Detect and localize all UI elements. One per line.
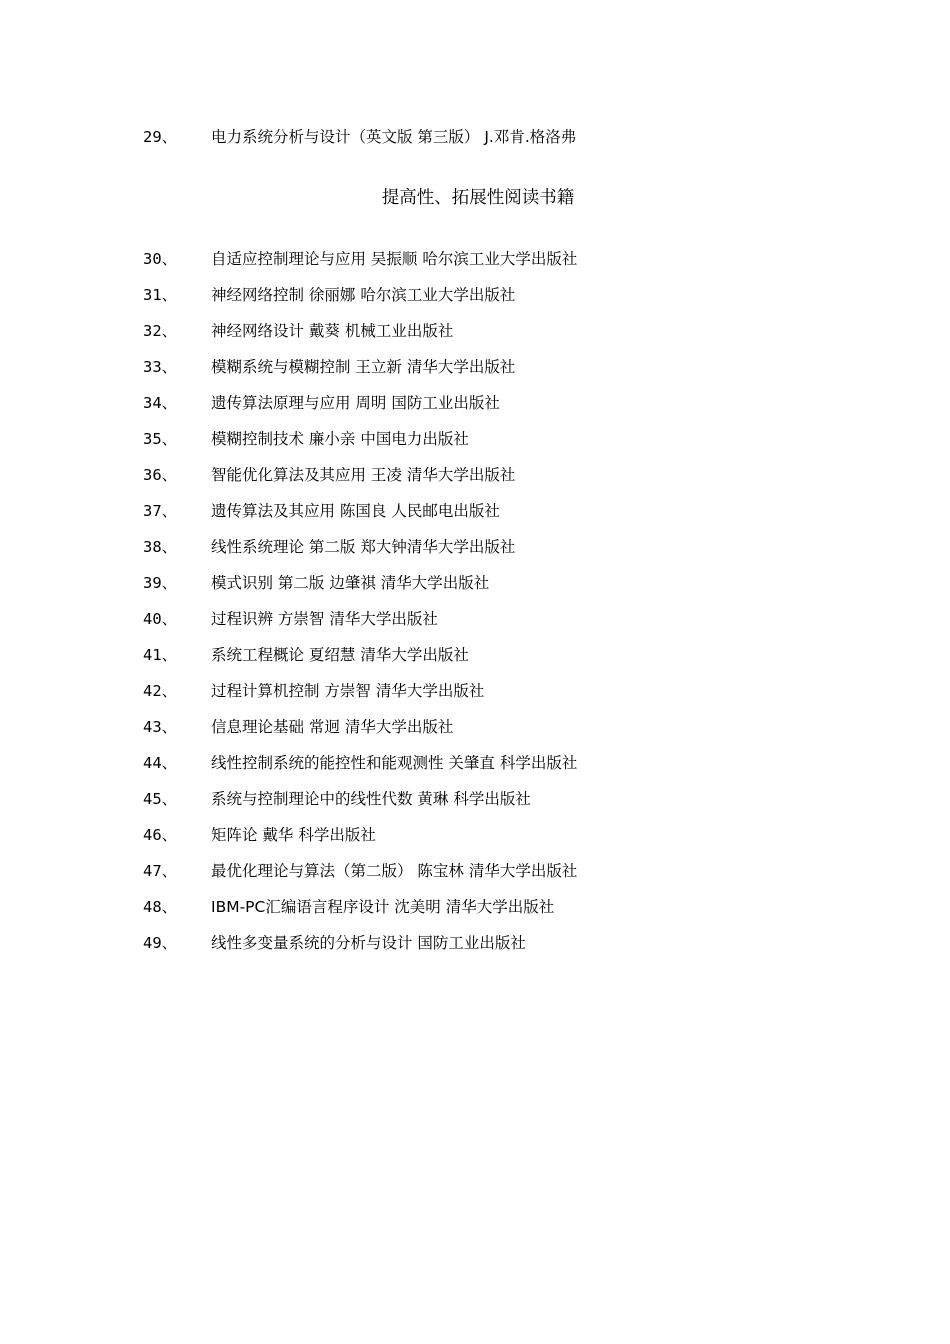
item-number: 35、 — [143, 430, 178, 448]
list-item — [0, 788, 950, 810]
list-item — [0, 428, 950, 450]
item-number: 36、 — [143, 466, 178, 484]
item-number: 42、 — [143, 682, 178, 700]
list-item — [0, 860, 950, 882]
item-number: 43、 — [143, 718, 178, 736]
item-text: 遗传算法及其应用 陈国良 人民邮电出版社 — [211, 502, 500, 520]
item-number: 31、 — [143, 286, 178, 304]
list-item — [0, 824, 950, 846]
item-text: 模糊控制技术 廉小亲 中国电力出版社 — [211, 430, 469, 448]
item-text: 信息理论基础 常迥 清华大学出版社 — [211, 718, 454, 736]
item-text: 线性系统理论 第二版 郑大钟清华大学出版社 — [211, 538, 516, 556]
list-item — [0, 248, 950, 270]
item-text: 矩阵论 戴华 科学出版社 — [211, 826, 376, 844]
list-item — [0, 392, 950, 414]
item-text: 模糊系统与模糊控制 王立新 清华大学出版社 — [211, 358, 516, 376]
list-item — [0, 572, 950, 594]
list-item — [0, 896, 950, 918]
list-item — [0, 644, 950, 666]
item-number: 37、 — [143, 502, 178, 520]
item-number: 46、 — [143, 826, 178, 844]
item-number: 40、 — [143, 610, 178, 628]
list-item — [0, 126, 950, 148]
list-item — [0, 464, 950, 486]
item-number: 29、 — [143, 128, 178, 146]
item-text: 遗传算法原理与应用 周明 国防工业出版社 — [211, 394, 500, 412]
item-number: 45、 — [143, 790, 178, 808]
item-number: 33、 — [143, 358, 178, 376]
item-text: 神经网络控制 徐丽娜 哈尔滨工业大学出版社 — [211, 286, 516, 304]
item-number: 41、 — [143, 646, 178, 664]
list-item — [0, 752, 950, 774]
item-number: 49、 — [143, 934, 178, 952]
section-heading — [0, 186, 950, 210]
item-text: 自适应控制理论与应用 吴振顺 哈尔滨工业大学出版社 — [211, 250, 578, 268]
item-text: 系统工程概论 夏绍慧 清华大学出版社 — [211, 646, 469, 664]
item-text: 线性控制系统的能控性和能观测性 关肇直 科学出版社 — [211, 754, 578, 772]
list-item — [0, 932, 950, 954]
item-text: 过程识辨 方崇智 清华大学出版社 — [211, 610, 438, 628]
section-heading-text: 提高性、拓展性阅读书籍 — [381, 188, 575, 208]
item-text: 模式识别 第二版 边肇祺 清华大学出版社 — [211, 574, 490, 592]
item-text: 线性多变量系统的分析与设计 国防工业出版社 — [211, 934, 526, 952]
list-item — [0, 320, 950, 342]
item-text: 系统与控制理论中的线性代数 黄琳 科学出版社 — [211, 790, 531, 808]
item-text: 神经网络设计 戴葵 机械工业出版社 — [211, 322, 454, 340]
item-number: 32、 — [143, 322, 178, 340]
item-number: 30、 — [143, 250, 178, 268]
item-text: 智能优化算法及其应用 王凌 清华大学出版社 — [211, 466, 516, 484]
item-number: 34、 — [143, 394, 178, 412]
list-item — [0, 356, 950, 378]
item-number: 44、 — [143, 754, 178, 772]
list-item — [0, 536, 950, 558]
item-text: 最优化理论与算法（第二版） 陈宝林 清华大学出版社 — [211, 862, 578, 880]
list-item — [0, 500, 950, 522]
item-number: 48、 — [143, 898, 178, 916]
item-number: 38、 — [143, 538, 178, 556]
list-item — [0, 608, 950, 630]
item-number: 39、 — [143, 574, 178, 592]
list-item — [0, 284, 950, 306]
item-text: IBM-PC汇编语言程序设计 沈美明 清华大学出版社 — [211, 898, 555, 916]
list-item — [0, 680, 950, 702]
item-text: 电力系统分析与设计（英文版 第三版） J.邓肯.格洛弗 — [211, 128, 577, 146]
item-text: 过程计算机控制 方崇智 清华大学出版社 — [211, 682, 485, 700]
list-item — [0, 716, 950, 738]
item-number: 47、 — [143, 862, 178, 880]
